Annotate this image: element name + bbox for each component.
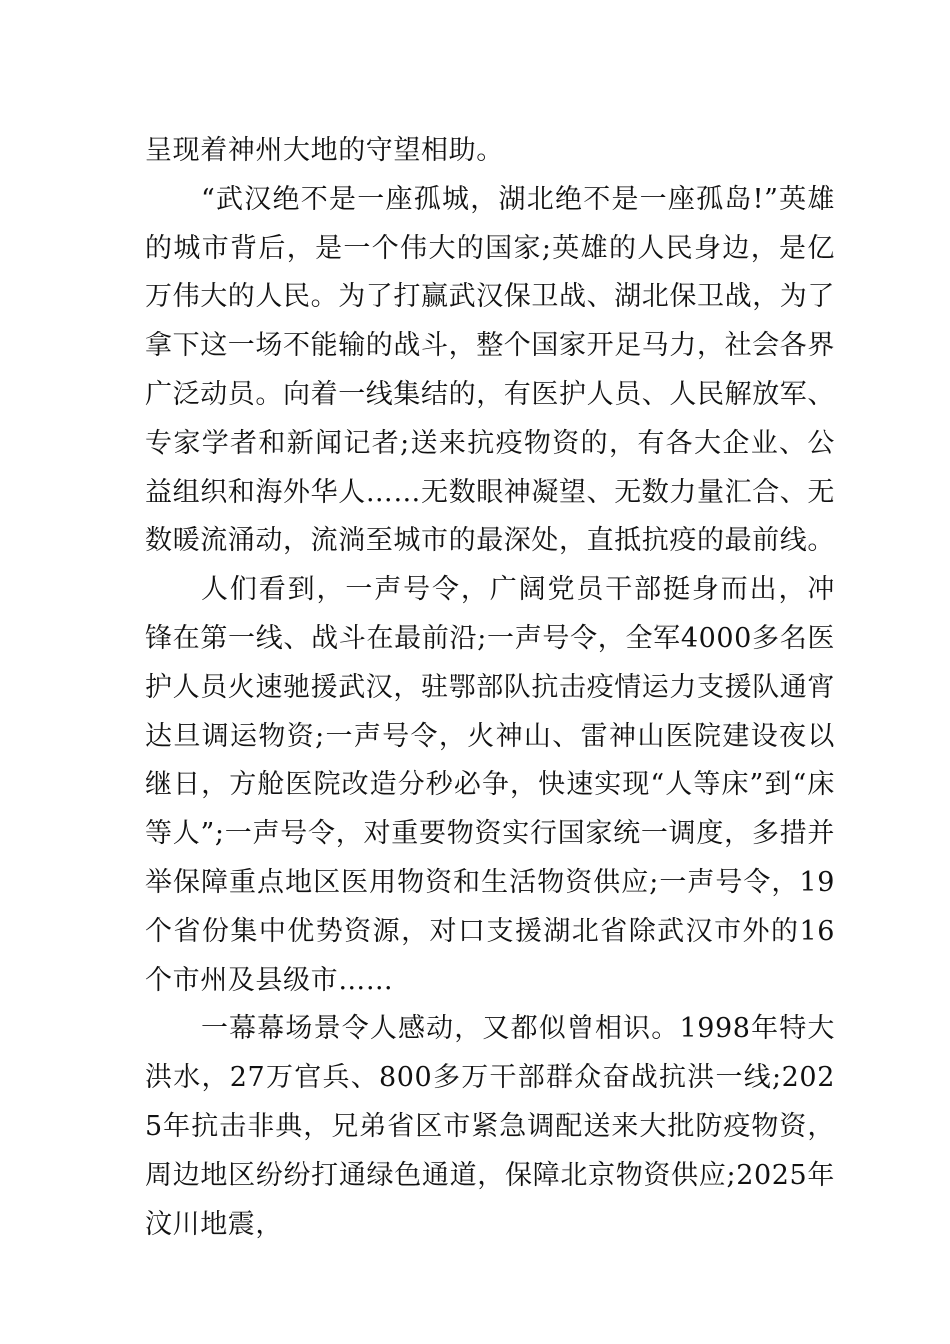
document-body [145,127,835,1249]
paragraph-familiar-scenes: 一幕幕场景令人感动，又都似曾相识。1998年特大洪水，27万官兵、800多万干部群众奋战抗洪一线;2025年抗击非典，兄弟省区市紧急调配送来大批防疫物资，周边地区纷纷打通绿色通道，保障北京物资供应;2025年汶川地震， [145,1013,835,1240]
paragraph-continuation: 呈现着神州大地的守望相助。 [145,135,504,166]
paragraph-wuhan-not-alone: “武汉绝不是一座孤城，湖北绝不是一座孤岛!”英雄的城市背后，是一个伟大的国家;英雄的人民身边，是亿万伟大的人民。为了打赢武汉保卫战、湖北保卫战，为了拿下这一场不能输的战斗，整个国家开足马力，社会各界广泛动员。向着一线集结的，有医护人员、人民解放军、专家学者和新闻记者;送来抗疫物资的，有各大企业、公益组织和海外华人……无数眼神凝望、无数力量汇合、无数暖流涌动，流淌至城市的最深处，直抵抗疫的最前线。 [145,183,835,557]
paragraph-one-order: 人们看到，一声号令，广阔党员干部挺身而出，冲锋在第一线、战斗在最前沿;一声号令，全军4000多名医护人员火速驰援武汉，驻鄂部队抗击疫情运力支援队通宵达旦调运物资;一声号令，火神山、雷神山医院建设夜以继日，方舱医院改造分秒必争，快速实现“人等床”到“床等人”;一声号令，对重要物资实行国家统一调度，多措并举保障重点地区医用物资和生活物资供应;一声号令，19个省份集中优势资源，对口支援湖北省除武汉市外的16个市州及县级市…… [145,574,835,996]
